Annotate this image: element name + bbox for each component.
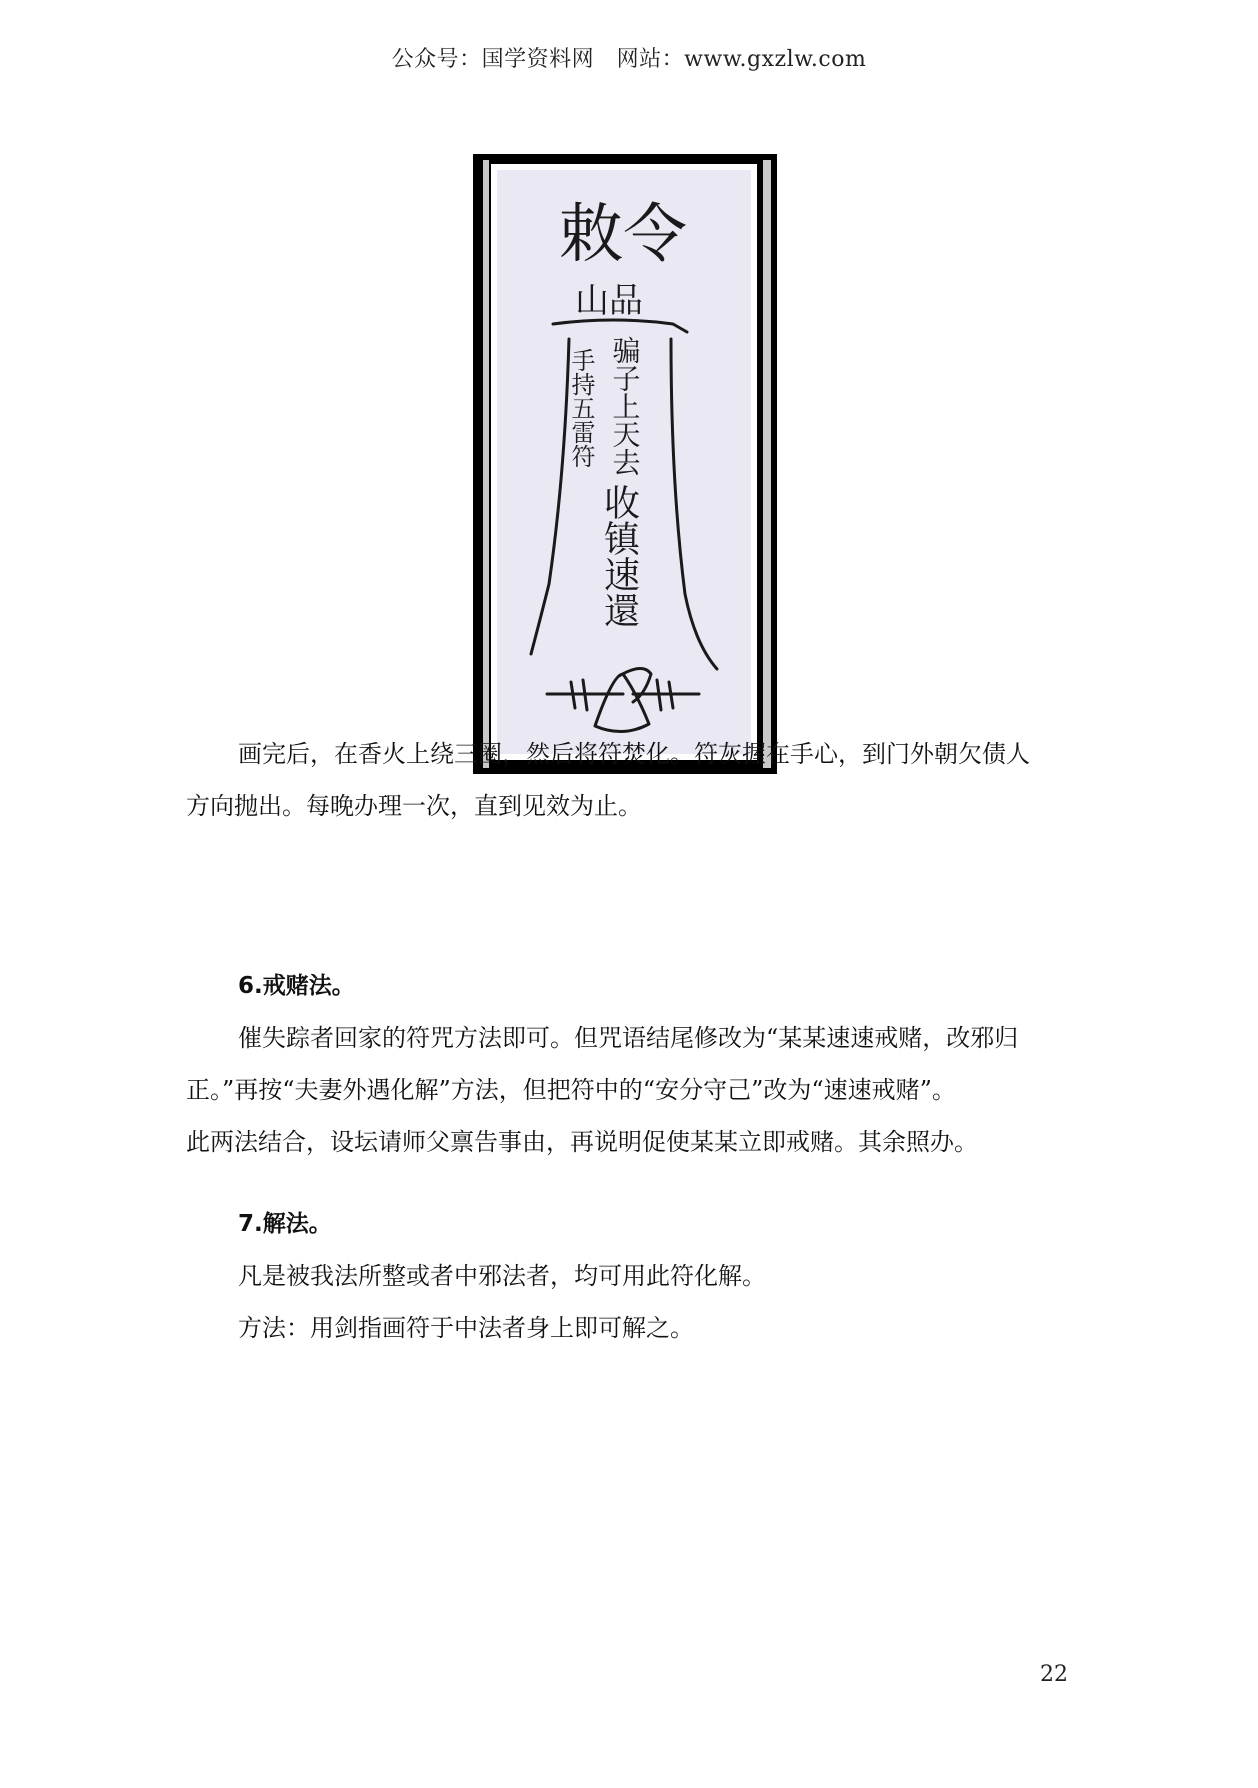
section-6-number: 6. — [238, 973, 263, 999]
section-7-line-2: 方法：用剑指画符于中法者身上即可解之。 — [238, 1314, 694, 1342]
section-7-number: 7. — [238, 1211, 263, 1237]
page-number: 22 — [1040, 1662, 1068, 1687]
section-7 — [186, 1198, 1076, 1354]
page-header: 公众号：国学资料网 网站：www.gxzlw.com — [391, 47, 867, 72]
intro-line-2: 方向抛出。每晚办理一次，直到见效为止。 — [186, 792, 642, 820]
section-6-heading — [186, 960, 1076, 1012]
section-6-line-3: 此两法结合，设坛请师父禀告事由，再说明促使某某立即戒赌。其余照办。 — [186, 1128, 978, 1156]
talisman-top-glyph: 敕令 — [559, 198, 687, 272]
section-7-heading — [186, 1198, 1076, 1250]
talisman-image — [473, 154, 777, 774]
talisman-frame-shadow-right — [763, 160, 771, 768]
talisman-drawing — [473, 154, 777, 774]
section-6-line-2: 正。”再按“夫妻外遇化解”方法，但把符中的“安分守己”改为“速速戒赌”。 — [186, 1076, 956, 1104]
talisman-right-column: 骗子上天去 — [608, 336, 642, 476]
section-6-title: 戒赌法。 — [262, 972, 355, 999]
section-6-line-1: 催失踪者回家的符咒方法即可。但咒语结尾修改为“某某速速戒赌，改邪归 — [238, 1024, 1019, 1052]
intro-section — [186, 728, 1076, 832]
section-7-line-1: 凡是被我法所整或者中邪法者，均可用此符化解。 — [238, 1262, 766, 1290]
section-6 — [186, 960, 1076, 1168]
talisman-center-column: 收镇速還 — [598, 484, 640, 628]
talisman-frame-shadow-left — [483, 160, 489, 768]
talisman-mountain-glyph: 山品 — [575, 281, 643, 321]
intro-line-1: 画完后，在香火上绕三圈，然后将符焚化。符灰握在手心，到门外朝欠债人 — [238, 740, 1030, 768]
talisman-left-column: 手持五雷符 — [567, 348, 595, 468]
section-7-title: 解法。 — [262, 1210, 332, 1237]
